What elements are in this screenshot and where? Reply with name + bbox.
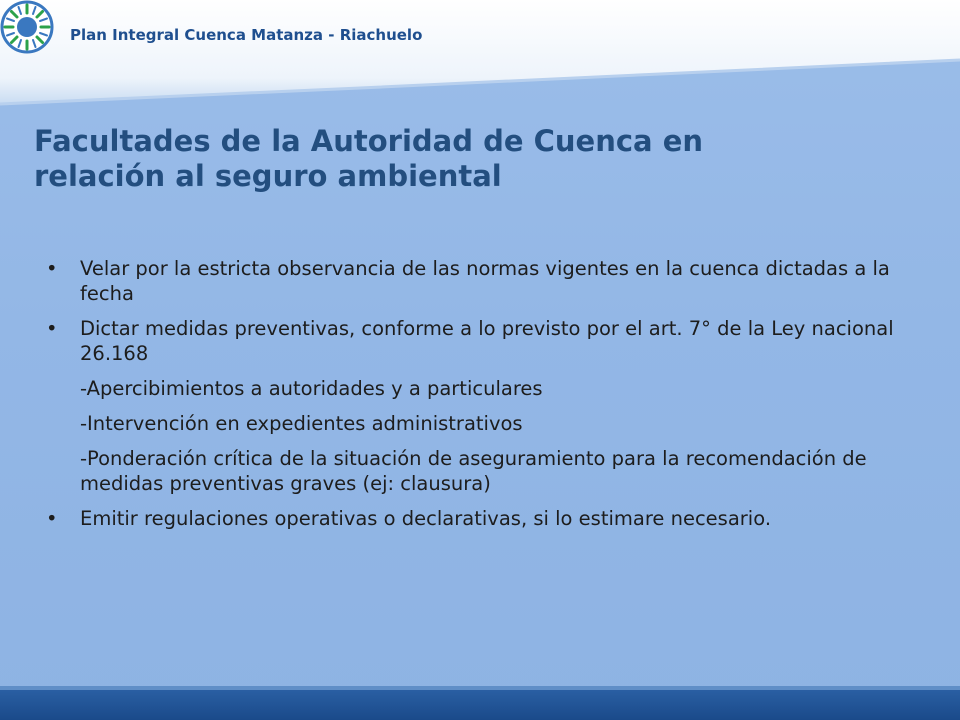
page-title-line-2: relación al seguro ambiental xyxy=(34,159,502,193)
list-item xyxy=(46,256,906,306)
list-item-text: -Intervención en expedientes administrativos xyxy=(80,412,523,435)
brand-name: Plan Integral Cuenca Matanza - Riachuelo xyxy=(70,26,423,44)
list-item-text: -Apercibimientos a autoridades y a particulares xyxy=(80,377,543,400)
list-subitem xyxy=(46,411,906,436)
bullet-icon: • xyxy=(46,507,58,530)
bullet-icon: • xyxy=(46,317,58,340)
list-subitem xyxy=(46,376,906,401)
list-subitem xyxy=(46,446,906,496)
list-item xyxy=(46,316,906,366)
list-item-text: Dictar medidas preventivas, conforme a lo previsto por el art. 7° de la Ley nacional 26.168 xyxy=(80,317,894,365)
list-item xyxy=(46,506,906,531)
header-wave-graphic xyxy=(0,0,960,118)
footer-bar xyxy=(0,690,960,720)
list-item-text: -Ponderación crítica de la situación de aseguramiento para la recomendación de medidas preventivas graves (ej: clausura) xyxy=(80,447,867,495)
bullet-list xyxy=(46,256,906,541)
list-item-text: Emitir regulaciones operativas o declarativas, si lo estimare necesario. xyxy=(80,507,772,530)
sun-ring-logo-icon xyxy=(0,0,54,54)
bullet-icon: • xyxy=(46,257,58,280)
header-band xyxy=(0,0,960,118)
page-title xyxy=(34,124,914,194)
page-title-line-1: Facultades de la Autoridad de Cuenca en xyxy=(34,124,704,158)
list-item-text: Velar por la estricta observancia de las normas vigentes en la cuenca dictadas a la fecha xyxy=(80,257,890,305)
